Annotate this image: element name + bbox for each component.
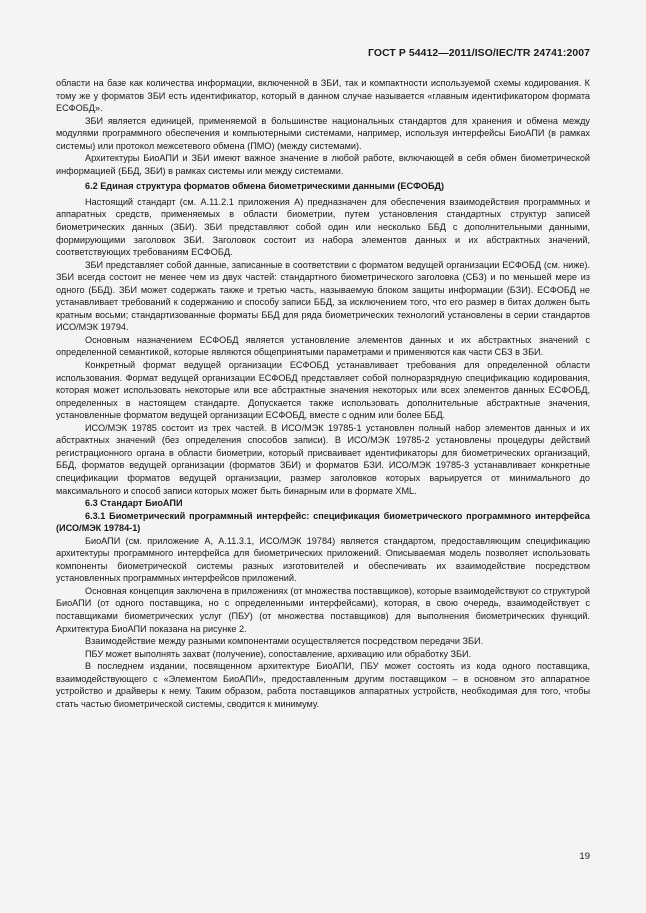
paragraph: ИСО/МЭК 19785 состоит из трех частей. В ИСО/МЭК 19785-1 установлен полный набор элементов данных и их абстрактных значений (без определения способов записи). В ИСО/МЭК 19785-2 установлены процедуры действий регистрационного органа в области биометрии, который присваивает идентификаторы для биометрических организаций, ББД, форматов ведущей организации (форматов ЗБИ) и форматов БЗИ. ИСО/МЭК 19785-3 устанавливает конкретные спецификации форматов ведущей организации, размер заголовков которых варьируется от минимального до максимального и способ записи которых может быть бинарным или в формате XML. [56, 422, 590, 496]
paragraph: Основная концепция заключена в приложениях (от множества поставщиков), которые взаимодействуют со структурой БиоАПИ (от одного поставщика, но с определенными интерфейсами), которая, в свою очередь, взаимодействует с поставщиками биометрических услуг (ПБУ) (от множества поставщиков) для выполнения биометрических функций. Архитектура БиоАПИ показана на рисунке 2. [56, 585, 590, 634]
section-heading-6-2: 6.2 Единая структура форматов обмена биометрическими данными (ЕСФОБД) [85, 181, 445, 192]
paragraph: ПБУ может выполнять захват (получение), сопоставление, архивацию или обработку ЗБИ. [85, 648, 472, 659]
page-number: 19 [579, 851, 590, 862]
paragraph: Взаимодействие между разными компонентами осуществляется посредством передачи ЗБИ. [85, 636, 484, 647]
paragraph: области на базе как количества информации, включенной в ЗБИ, так и компактности используемой схемы кодирования. К тому же у форматов ЗБИ есть идентификатор, который в данном случае называется «главным идентификатором формата ЕСФОБД». [56, 78, 590, 114]
paragraph: В последнем издании, посвященном архитектуре БиоАПИ, ПБУ может состоять из кода одного поставщика, взаимодействующего с «Элементом БиоАПИ», предоставленным другим поставщиком – в основном это аппаратное устройство и драйверы к нему. Таким образом, работа поставщиков аппаратных устройств, необходимая для того, чтобы стать частью биометрической системы, сводится к минимуму. [56, 661, 590, 709]
document-body [56, 77, 590, 710]
paragraph: ЗБИ является единицей, применяемой в большинстве национальных стандартов для хранения и обмена между модулями программного обеспечения и компьютерными системами, например, используя интерфейсы БиоАПИ (в рамках системы) или протокол межсетевого обмена (ПМО) (между системами). [56, 115, 590, 151]
paragraph: Настоящий стандарт (см. А.11.2.1 приложения А) предназначен для обеспечения взаимодействия программных и аппаратных средств, применяемых в области биометрии, путем установления стандартных структур записей биометрических данных (ЗБИ). ЗБИ представляют собой один или несколько ББД с дополнительными данными, формирующими заголовок ЗБИ. Заголовок состоит из набора элементов данных и их абстрактных значений, соответствующих требованиям ЕСФОБД. [56, 196, 590, 258]
paragraph: Архитектуры БиоАПИ и ЗБИ имеют важное значение в любой работе, включающей в себя обмен биометрической информацией (ББД, ЗБИ) в рамках системы или между системами. [56, 153, 590, 176]
paragraph: Конкретный формат ведущей организации ЕСФОБД устанавливает требования для определенной области использования. Формат ведущей организации ЕСФОБД представляет собой полноразрядную спецификацию кодирования, которая может использовать некоторые или все абстрактные значения некоторых или всех элементов данных ЕСФОБД, определенных в настоящем стандарте. Допускается также использовать дополнительные абстрактные значения, установленные форматом ведущей организации ЕСФОБД, вместе с одним или более ББД. [56, 360, 590, 421]
section-heading-6-3-1: 6.3.1 Биометрический программный интерфейс: спецификация биометрического программного интерфейса (ИСО/МЭК 19784-1) [56, 510, 590, 534]
paragraph: ЗБИ представляет собой данные, записанные в соответствии с форматом ведущей организации ЕСФОБД (см. ниже). ЗБИ всегда состоит не менее чем из двух частей: стандартного биометрического заголовка (СБЗ) и по меньшей мере из одного (ББД). ЗБИ может содержать также и третью часть, называемую блоком защиты информации (БЗИ). ЕСФОБД не устанавливает требований к содержанию и способу записи ББД, за исключением того, что его размер в битах должен быть кратным восьми; стандартизованные форматы ББД для ряда биометрических технологий установлены в серии стандартов ИСО/МЭК 19794. [56, 259, 590, 333]
document-header: ГОСТ Р 54412—2011/ISO/IEC/TR 24741:2007 [368, 48, 590, 59]
paragraph: Основным назначением ЕСФОБД является установление элементов данных и их абстрактных значений с определенной семантикой, которые являются общепринятыми параметрами и применяются как части СБЗ в ЗБИ. [56, 334, 590, 358]
paragraph: БиоАПИ (см. приложение А, А.11.3.1, ИСО/МЭК 19784) является стандартом, предоставляющим спецификацию архитектуры программного интерфейса для биометрических приложений. Описываемая модель позволяет использовать компоненты биометрической системы разных изготовителей и обеспечивать их взаимодействие посредством установленных программных интерфейсов приложений. [56, 535, 590, 584]
section-heading-6-3: 6.3 Стандарт БиоАПИ [85, 498, 183, 509]
